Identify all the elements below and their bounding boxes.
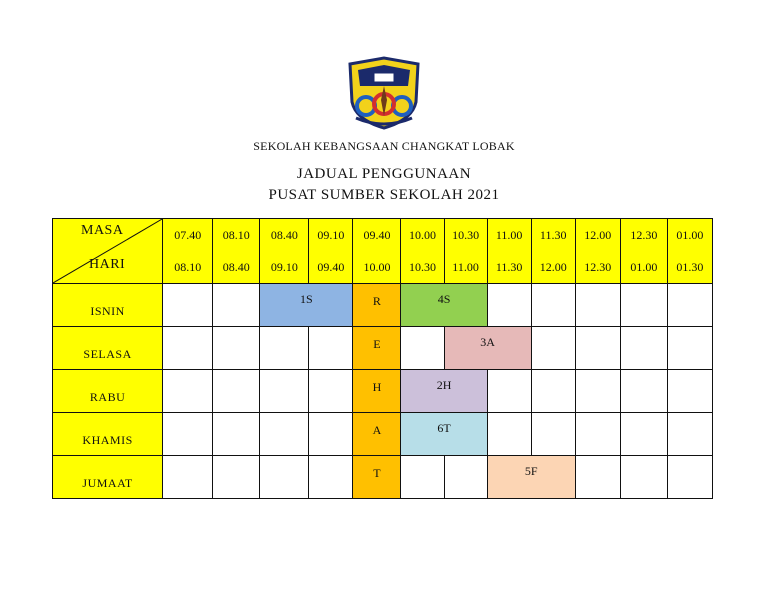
day-row-selasa — [53, 327, 713, 370]
empty-slot — [260, 413, 309, 456]
masa-label: MASA — [81, 223, 124, 238]
empty-slot — [260, 370, 309, 413]
time-slot: 11.00 11.30 — [487, 219, 531, 284]
rehat-cell: T — [353, 456, 401, 499]
empty-slot — [575, 456, 620, 499]
empty-slot — [667, 456, 712, 499]
empty-slot — [531, 413, 575, 456]
booking-cell: 2H — [401, 370, 487, 413]
booking-cell: 5F — [487, 456, 575, 499]
rehat-cell: A — [353, 413, 401, 456]
day-label: RABU — [53, 370, 163, 413]
empty-slot — [213, 327, 260, 370]
empty-slot — [163, 456, 213, 499]
time-slot: 10.00 10.30 — [401, 219, 444, 284]
empty-slot — [444, 456, 487, 499]
empty-slot — [163, 284, 213, 327]
booking-cell: 4S — [401, 284, 487, 327]
day-label: KHAMIS — [53, 413, 163, 456]
empty-slot — [531, 370, 575, 413]
empty-slot — [213, 456, 260, 499]
empty-slot — [575, 413, 620, 456]
timetable — [52, 218, 713, 499]
empty-slot — [213, 413, 260, 456]
page-subtitle: PUSAT SUMBER SEKOLAH 2021 — [268, 187, 500, 203]
day-row-isnin — [53, 284, 713, 327]
page-title: JADUAL PENGGUNAAN — [296, 166, 472, 182]
empty-slot — [531, 327, 575, 370]
rehat-cell: H — [353, 370, 401, 413]
empty-slot — [401, 456, 444, 499]
empty-slot — [487, 284, 531, 327]
empty-slot — [575, 327, 620, 370]
empty-slot — [575, 370, 620, 413]
time-slot: 01.00 01.30 — [667, 219, 712, 284]
empty-slot — [309, 456, 353, 499]
empty-slot — [163, 327, 213, 370]
empty-slot — [667, 413, 712, 456]
empty-slot — [620, 284, 667, 327]
empty-slot — [487, 370, 531, 413]
day-label: JUMAAT — [53, 456, 163, 499]
day-label: ISNIN — [53, 284, 163, 327]
empty-slot — [260, 327, 309, 370]
day-label: SELASA — [53, 327, 163, 370]
time-slot: 11.30 12.00 — [531, 219, 575, 284]
empty-slot — [531, 284, 575, 327]
empty-slot — [620, 456, 667, 499]
hari-label: HARI — [89, 257, 126, 272]
time-slot: 08.10 08.40 — [213, 219, 260, 284]
empty-slot — [575, 284, 620, 327]
empty-slot — [309, 413, 353, 456]
booking-cell: 6T — [401, 413, 487, 456]
empty-slot — [401, 327, 444, 370]
time-slot: 12.30 01.00 — [620, 219, 667, 284]
corner-cell — [53, 219, 163, 284]
time-slot: 08.40 09.10 — [260, 219, 309, 284]
time-slot: 09.40 10.00 — [353, 219, 401, 284]
time-slot: 09.10 09.40 — [309, 219, 353, 284]
school-crest-icon — [346, 56, 422, 130]
empty-slot — [620, 327, 667, 370]
day-row-rabu — [53, 370, 713, 413]
empty-slot — [620, 413, 667, 456]
day-row-khamis — [53, 413, 713, 456]
time-slot: 10.30 11.00 — [444, 219, 487, 284]
day-row-jumaat — [53, 456, 713, 499]
empty-slot — [163, 413, 213, 456]
empty-slot — [487, 413, 531, 456]
empty-slot — [309, 327, 353, 370]
rehat-cell: R — [353, 284, 401, 327]
school-name: SEKOLAH KEBANGSAAN CHANGKAT LOBAK — [253, 139, 515, 153]
time-slot: 12.00 12.30 — [575, 219, 620, 284]
header-row — [53, 219, 713, 284]
rehat-cell: E — [353, 327, 401, 370]
empty-slot — [163, 370, 213, 413]
time-slot: 07.40 08.10 — [163, 219, 213, 284]
empty-slot — [213, 370, 260, 413]
empty-slot — [620, 370, 667, 413]
booking-cell: 1S — [260, 284, 353, 327]
empty-slot — [309, 370, 353, 413]
empty-slot — [213, 284, 260, 327]
empty-slot — [667, 284, 712, 327]
booking-cell: 3A — [444, 327, 531, 370]
empty-slot — [667, 327, 712, 370]
empty-slot — [260, 456, 309, 499]
empty-slot — [667, 370, 712, 413]
